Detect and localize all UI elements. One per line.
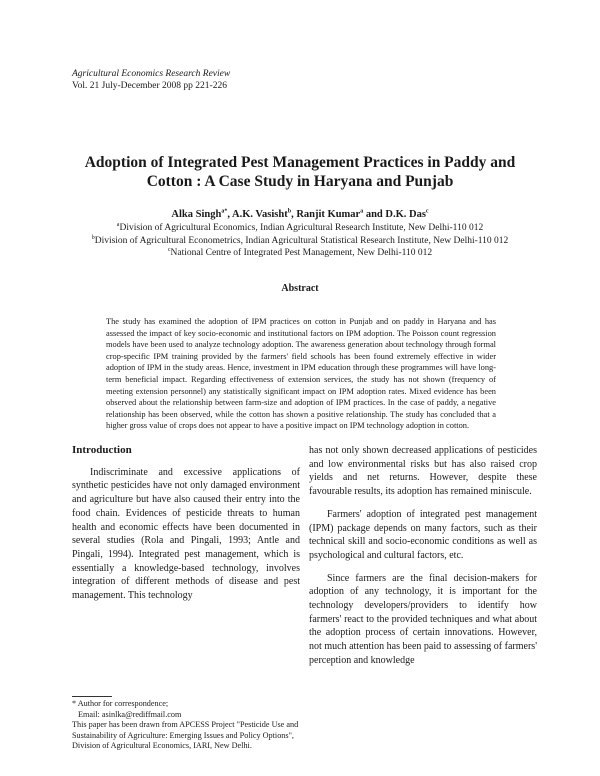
intro-paragraph-1: Indiscriminate and excessive applications of synthetic pesticides have not only damaged environment and agriculture but have also caused their entry into the food chain. Evidences of pesticide threats to human health and economic effects have been documented in several studies (Rola and Pingali, 1993; Antle and Pingali, 1994). Integrated pest management, which is essentially a knowledge-based technology, involves integration of different methods of disease and pest management. This technology — [72, 466, 300, 602]
affiliation-list — [60, 222, 540, 260]
footnote-email: Email: asinlka@rediffmail.com — [78, 709, 182, 719]
abstract-text: The study has examined the adoption of IPM practices on cotton in Punjab and on paddy in Haryana and has assessed the impact of key socio-economic and institutional factors on IPM adoption. The Poisson count regression models have been used to analyze technology adoption. The awareness generation about technology through formal crop-specific IPM training provided by the farmers' field schools has been found extremely effective in wider adoption of IPM in the study areas. Hence, investment in IPM education through these programmes will have long-term beneficial impact. Regarding effectiveness of extension services, the study has not shown (frequency of meeting extension personnel) any statistically significant impact on IPM adoption rates. Mixed evidence has been observed about the relationship between farm-size and adoption of IPM practices. In the case of paddy, a negative relationship has been observed, while the cotton has shown a positive relationship. The study has concluded that a higher gross value of crops does not appear to have a positive impact on IPM technology adoption in cotton. — [106, 317, 496, 431]
footnote — [72, 699, 300, 752]
affiliation-text: Division of Agricultural Econometrics, Indian Agricultural Statistical Research Institute, New Delhi-110 012 — [94, 235, 509, 246]
footnote-divider — [72, 696, 112, 697]
author-sup: a — [360, 208, 364, 215]
author-name: Ranjit Kumar — [296, 209, 361, 220]
author-sup: c — [425, 208, 429, 215]
left-column — [72, 444, 300, 612]
journal-name: Agricultural Economics Research Review — [72, 69, 231, 79]
journal-issue: Vol. 21 July-December 2008 pp 221-226 — [72, 81, 227, 91]
section-heading-introduction: Introduction — [72, 444, 132, 456]
author-list: Alka Singh$^{a*}$, A.K. Vasisht$^b$, Ranjit Kumar$^a$ and D.K. Das$^c$ — [171, 208, 429, 220]
affiliation — [60, 222, 540, 235]
intro-paragraph-3: Since farmers are the final decision-makers for adoption of any technology, it is important for the technology developers/providers to identify how farmers' react to the provided techniques and what about the adoption process of certain innovations. However, not much attention has been paid to assessing of farmers' perception and knowledge — [309, 572, 537, 666]
author-sup: b — [287, 208, 292, 215]
paper-title — [60, 153, 540, 191]
affiliation — [60, 235, 540, 248]
affiliation-text: Division of Agricultural Economics, Indian Agricultural Research Institute, New Delhi-110 012 — [119, 223, 484, 233]
title-line-2: Cotton : A Case Study in Haryana and Punjab — [146, 173, 454, 190]
title-line-1: Adoption of Integrated Pest Management Practices in Paddy and — [84, 154, 516, 171]
affiliation-sup: a — [116, 221, 120, 228]
abstract-heading: Abstract — [281, 283, 319, 294]
intro-paragraph-2: Farmers' adoption of integrated pest management (IPM) package depends on many factors, such as their technical skill and socio-economic conditions as well as psychological and cultural factors, etc. — [309, 508, 537, 561]
author-sup: a* — [221, 208, 228, 215]
affiliation-sup: c — [167, 246, 171, 253]
affiliation — [60, 247, 540, 260]
author-name: A.K. Vasisht — [231, 209, 288, 220]
journal-header — [72, 68, 230, 92]
footnote-author: * Author for correspondence; — [72, 699, 169, 708]
footnote-note: This paper has been drawn from APCESS Project "Pesticide Use and Sustainability of Agriculture: Emerging Issues and Policy Options", Division of Agricultural Economics, IARI, New Delhi. — [72, 720, 299, 751]
author-name: D.K. Das — [385, 209, 426, 220]
affiliation-sup: b — [91, 234, 95, 241]
affiliation-text: National Centre of Integrated Pest Management, New Delhi-110 012 — [170, 248, 433, 258]
author-name: Alka Singh — [171, 209, 222, 220]
intro-paragraph-1-continued: has not only shown decreased applications of pesticides and low environmental risks but has also raised crop yields and net returns. However, despite these favourable results, its adoption has remained miniscule. — [309, 445, 537, 498]
right-column — [309, 444, 537, 677]
